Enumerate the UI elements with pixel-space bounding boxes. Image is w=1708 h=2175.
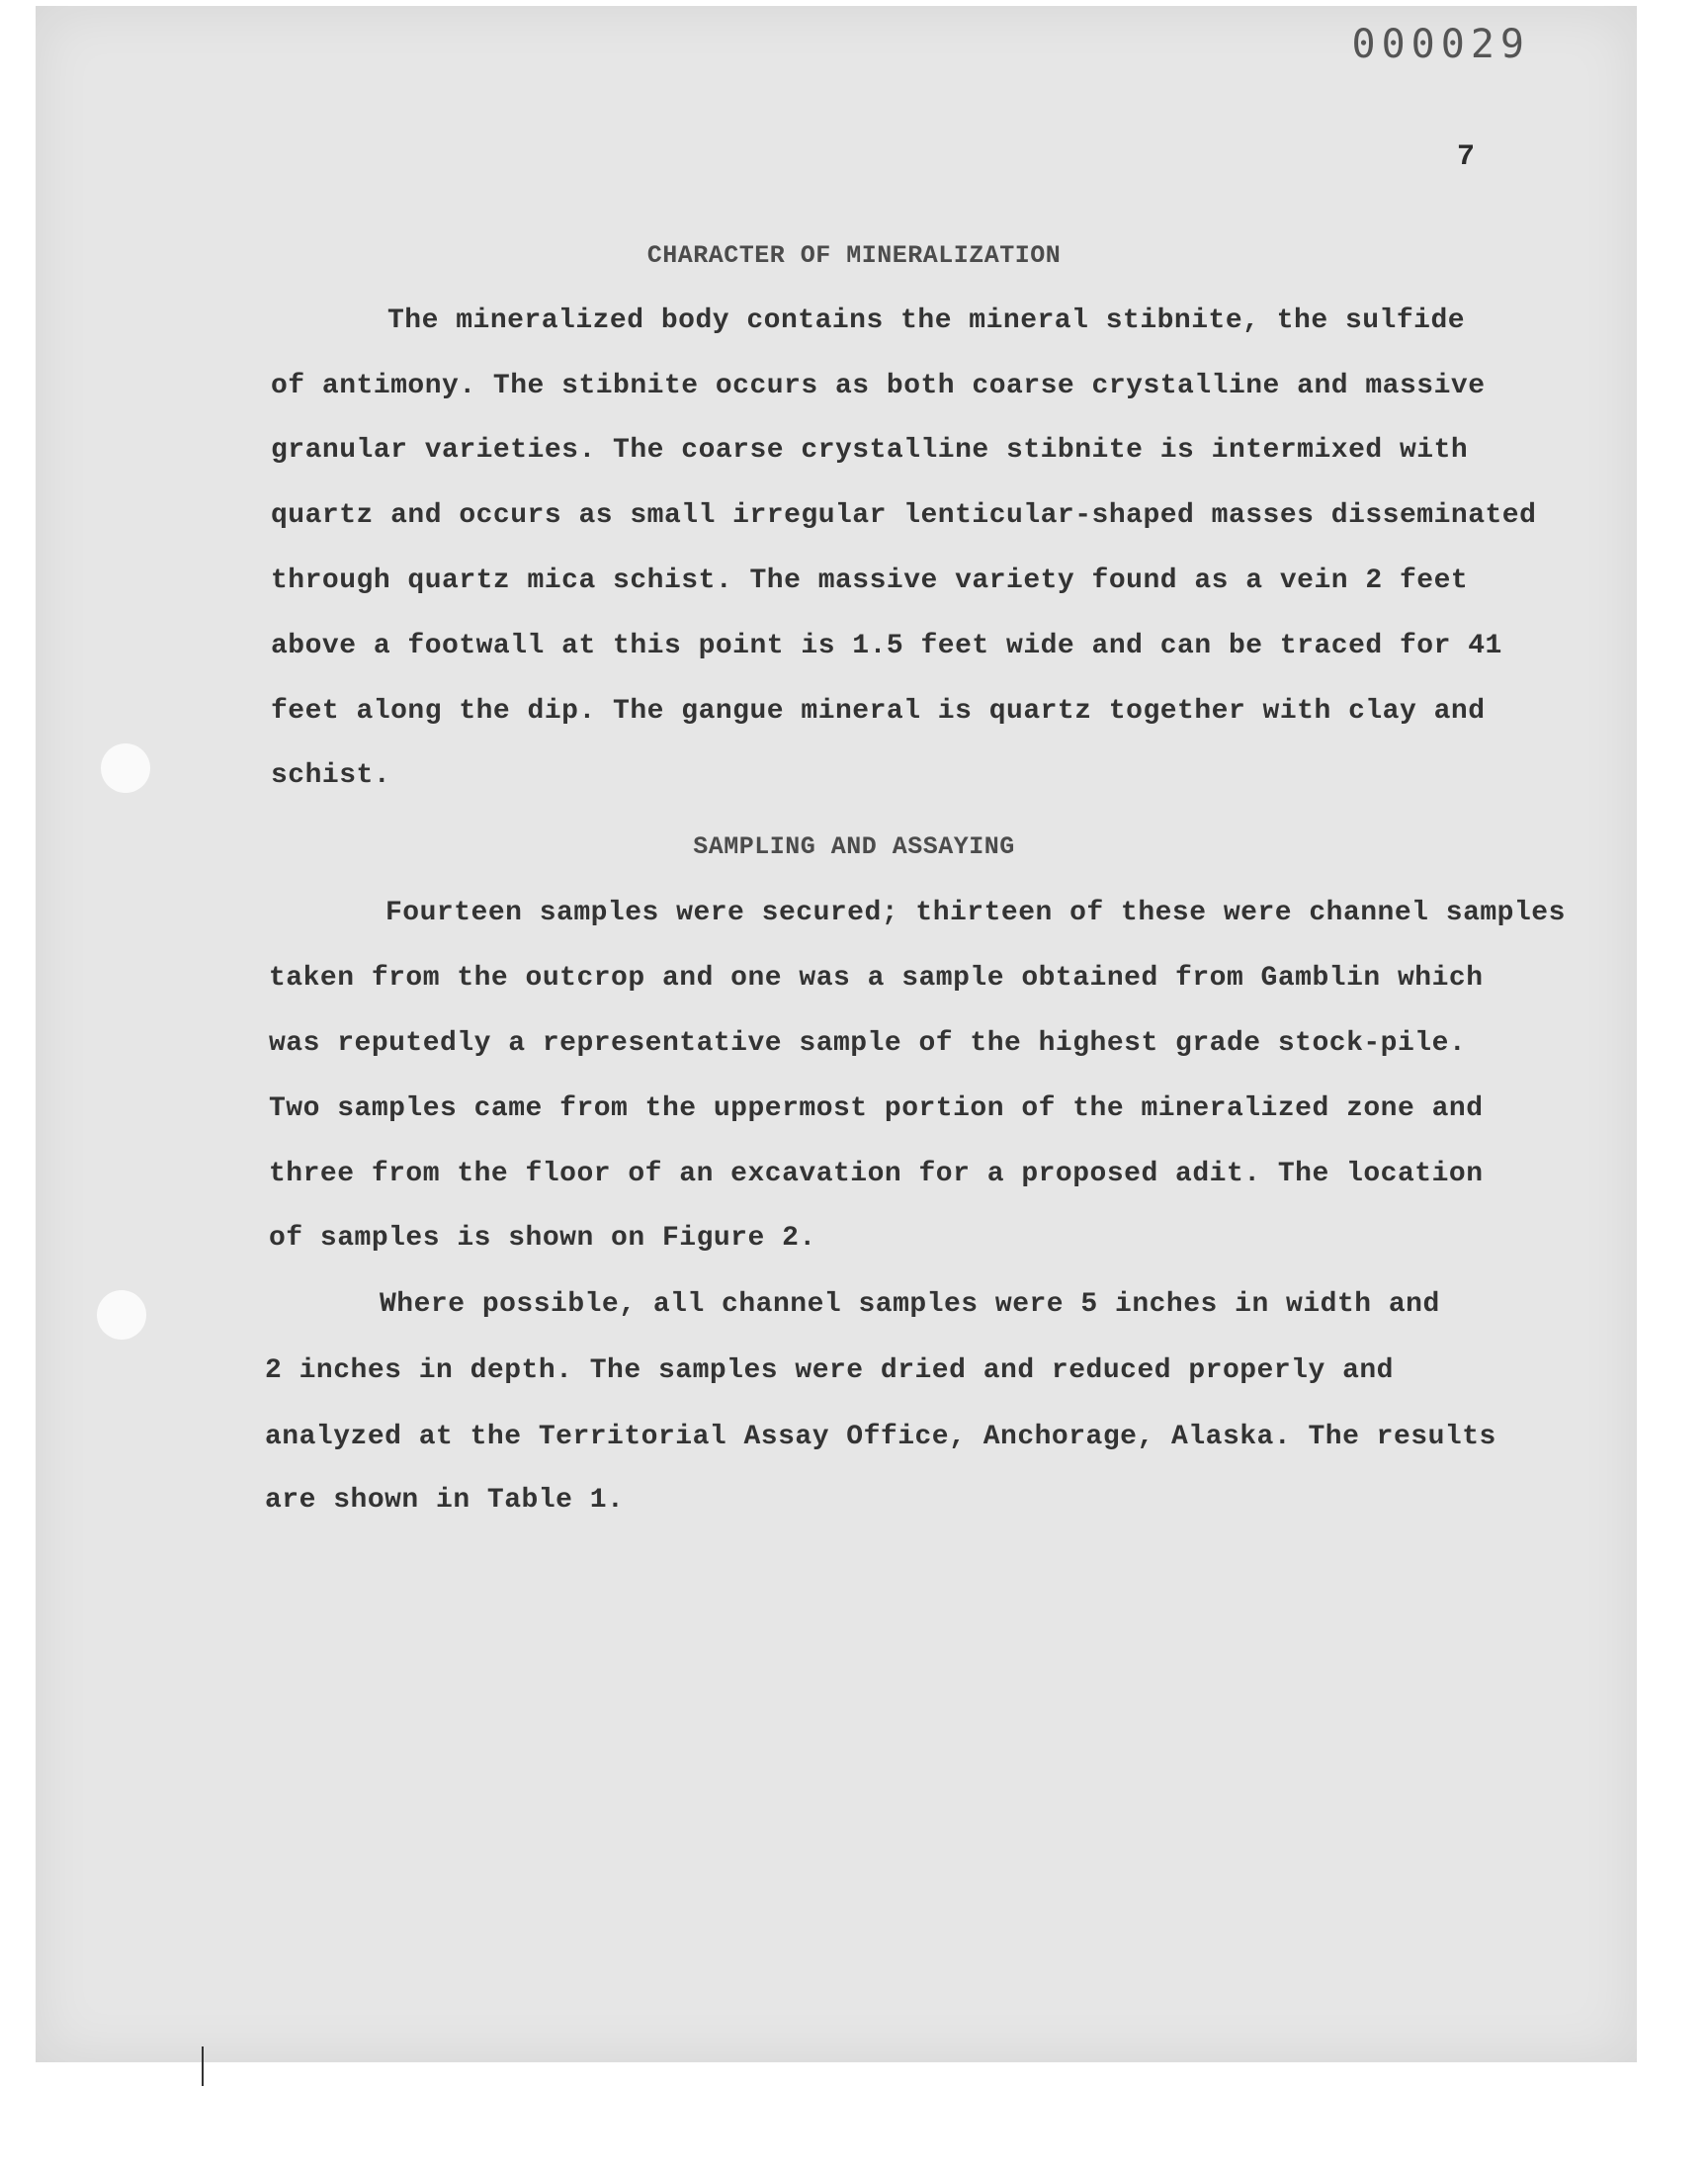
paragraph-line: 2 inches in depth. The samples were dried and reduced properly and xyxy=(265,1355,1394,1386)
paragraph-line: schist. xyxy=(271,760,391,791)
binder-hole xyxy=(101,743,150,793)
document-number: 000029 xyxy=(1351,22,1530,67)
section-heading: SAMPLING AND ASSAYING xyxy=(693,832,1015,861)
binder-hole xyxy=(97,1290,146,1340)
paragraph-line: of antimony. The stibnite occurs as both coarse crystalline and massive xyxy=(271,371,1486,401)
paragraph-line: Two samples came from the uppermost portion of the mineralized zone and xyxy=(269,1093,1484,1124)
paragraph-line: quartz and occurs as small irregular lenticular-shaped masses disseminated xyxy=(271,500,1537,531)
page-number: 7 xyxy=(1457,140,1476,174)
page-edge-mark xyxy=(202,2046,204,2086)
paragraph-line: are shown in Table 1. xyxy=(265,1485,625,1516)
paragraph-line: of samples is shown on Figure 2. xyxy=(269,1223,816,1254)
paragraph-line: above a footwall at this point is 1.5 feet wide and can be traced for 41 xyxy=(271,631,1502,661)
paragraph-line: three from the floor of an excavation for a proposed adit. The location xyxy=(269,1159,1484,1189)
paragraph-line: feet along the dip. The gangue mineral is quartz together with clay and xyxy=(271,696,1486,727)
paragraph-line: taken from the outcrop and one was a sample obtained from Gamblin which xyxy=(269,963,1484,994)
paragraph-line: analyzed at the Territorial Assay Office, Anchorage, Alaska. The results xyxy=(265,1422,1496,1452)
paragraph-line: Fourteen samples were secured; thirteen of these were channel samples xyxy=(385,898,1566,928)
section-heading: CHARACTER OF MINERALIZATION xyxy=(646,241,1062,270)
paragraph-line: Where possible, all channel samples were 5 inches in width and xyxy=(380,1289,1440,1320)
paragraph-line: The mineralized body contains the mineral stibnite, the sulfide xyxy=(387,305,1466,336)
paragraph-line: through quartz mica schist. The massive variety found as a vein 2 feet xyxy=(271,566,1469,596)
paragraph-line: granular varieties. The coarse crystalline stibnite is intermixed with xyxy=(271,435,1469,466)
paragraph-line: was reputedly a representative sample of the highest grade stock-pile. xyxy=(269,1028,1467,1059)
